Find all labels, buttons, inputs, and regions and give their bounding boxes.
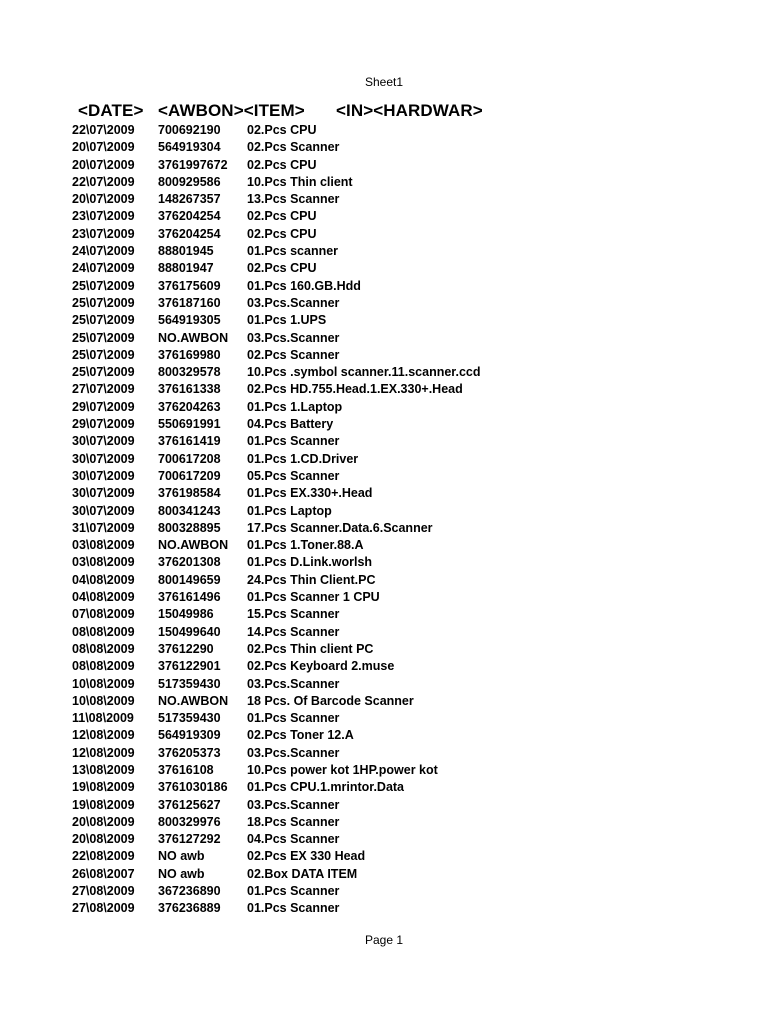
row-date: 11\08\2009 [72, 711, 134, 726]
row-item: 03.Pcs.Scanner [247, 330, 340, 345]
row-date: 30\07\2009 [72, 468, 135, 483]
row-date: 08\08\2009 [72, 641, 135, 656]
row-awb-number: 376161338 [158, 382, 221, 397]
row-item: 01.Pcs D.Link.worlsh [247, 555, 373, 570]
row-awb-number: 800329976 [158, 814, 221, 829]
table-row [0, 624, 768, 641]
row-item: 01.Pcs Scanner [247, 434, 340, 449]
table-row [0, 347, 768, 364]
row-item: 03.Pcs.Scanner [247, 295, 340, 310]
row-awb-number: 88801947 [158, 261, 214, 276]
row-awb-number: 376187160 [158, 295, 221, 310]
row-item: 01.Pcs Scanner 1 CPU [247, 590, 380, 605]
table-row [0, 139, 768, 156]
row-date: 13\08\2009 [72, 762, 135, 777]
row-awb-number: 376201308 [158, 555, 221, 570]
table-row [0, 191, 768, 208]
row-item: 02.Pcs Scanner [247, 347, 340, 362]
table-row [0, 416, 768, 433]
page-number: Page 1 [364, 933, 404, 947]
row-date: 10\08\2009 [72, 676, 135, 691]
row-item: 02.Pcs EX 330 Head [247, 849, 366, 864]
row-item: 02.Pcs Thin client PC [247, 641, 374, 656]
data-table [0, 122, 768, 918]
row-item: 01.Pcs EX.330+.Head [247, 486, 373, 501]
row-item: 01.Pcs 160.GB.Hdd [247, 278, 361, 293]
table-row [0, 174, 768, 191]
table-row [0, 330, 768, 347]
table-row [0, 433, 768, 450]
row-item: 01.Pcs 1.UPS [247, 313, 327, 328]
row-date: 25\07\2009 [72, 313, 135, 328]
row-item: 10.Pcs .symbol scanner.11.scanner.ccd [247, 365, 481, 380]
table-row [0, 710, 768, 727]
table-row [0, 676, 768, 693]
table-row [0, 762, 768, 779]
table-row [0, 157, 768, 174]
row-date: 19\08\2009 [72, 780, 135, 795]
table-row [0, 381, 768, 398]
table-row [0, 520, 768, 537]
row-awb-number: 3761030186 [158, 780, 228, 795]
row-awb-number: 148267357 [158, 192, 221, 207]
row-awb-number: 376204254 [158, 226, 221, 241]
row-date: 10\08\2009 [72, 693, 135, 708]
row-date: 30\07\2009 [72, 486, 135, 501]
column-header-row [78, 101, 483, 121]
row-awb-number: 564919305 [158, 313, 221, 328]
row-date: 20\07\2009 [72, 140, 135, 155]
row-item: 01.Pcs Laptop [247, 503, 332, 518]
table-row [0, 779, 768, 796]
row-awb-number: NO.AWBON [158, 693, 229, 708]
row-item: 02.Pcs CPU [247, 226, 317, 241]
table-row [0, 866, 768, 883]
row-item: 02.Pcs Keyboard 2.muse [247, 659, 395, 674]
row-date: 25\07\2009 [72, 295, 135, 310]
row-date: 24\07\2009 [72, 261, 135, 276]
row-date: 22\07\2009 [72, 123, 135, 137]
table-row [0, 260, 768, 277]
row-date: 20\07\2009 [72, 192, 135, 207]
row-awb-number: NO.AWBON [158, 538, 229, 553]
row-date: 25\07\2009 [72, 330, 135, 345]
row-awb-number: 3761997672 [158, 157, 228, 172]
row-date: 29\07\2009 [72, 399, 135, 414]
row-item: 05.Pcs Scanner [247, 468, 340, 483]
table-row [0, 572, 768, 589]
row-item: 01.Pcs Scanner [247, 884, 340, 899]
row-date: 04\08\2009 [72, 572, 135, 587]
table-row [0, 451, 768, 468]
row-item: 02.Pcs CPU [247, 261, 317, 276]
row-date: 20\08\2009 [72, 832, 135, 847]
row-awb-number: 376236889 [158, 901, 221, 916]
row-awb-number: 367236890 [158, 884, 221, 899]
row-awb-number: 376127292 [158, 832, 221, 847]
table-row [0, 658, 768, 675]
row-awb-number: 376125627 [158, 797, 221, 812]
row-awb-number: 700617208 [158, 451, 221, 466]
row-awb-number: 376161496 [158, 590, 221, 605]
row-date: 08\08\2009 [72, 659, 135, 674]
row-date: 24\07\2009 [72, 244, 135, 259]
row-item: 01.Pcs scanner [247, 244, 339, 259]
row-item: 24.Pcs Thin Client.PC [247, 572, 376, 587]
table-row [0, 503, 768, 520]
row-date: 31\07\2009 [72, 520, 135, 535]
row-date: 27\08\2009 [72, 884, 135, 899]
row-awb-number: 37616108 [158, 762, 214, 777]
row-awb-number: 517359430 [158, 676, 221, 691]
row-date: 03\08\2009 [72, 555, 135, 570]
table-row [0, 831, 768, 848]
row-item: 04.Pcs Battery [247, 417, 334, 432]
row-date: 25\07\2009 [72, 347, 135, 362]
row-item: 01.Pcs CPU.1.mrintor.Data [247, 780, 405, 795]
row-item: 02.Box DATA ITEM [247, 866, 358, 881]
row-date: 23\07\2009 [72, 209, 135, 224]
row-awb-number: 88801945 [158, 244, 214, 259]
row-awb-number: 15049986 [158, 607, 214, 622]
row-date: 12\08\2009 [72, 728, 135, 743]
row-item: 14.Pcs Scanner [247, 624, 340, 639]
table-row [0, 589, 768, 606]
table-row [0, 745, 768, 762]
row-item: 01.Pcs 1.Toner.88.A [247, 538, 364, 553]
table-row [0, 797, 768, 814]
row-date: 07\08\2009 [72, 607, 135, 622]
row-date: 30\07\2009 [72, 451, 135, 466]
row-awb-number: 376198584 [158, 486, 221, 501]
row-item: 01.Pcs 1.Laptop [247, 399, 343, 414]
row-date: 20\08\2009 [72, 814, 135, 829]
row-item: 02.Pcs CPU [247, 209, 317, 224]
row-awb-number: 564919304 [158, 140, 221, 155]
row-date: 27\08\2009 [72, 901, 135, 916]
row-awb-number: 517359430 [158, 711, 221, 726]
table-row [0, 485, 768, 502]
row-date: 23\07\2009 [72, 226, 135, 241]
row-awb-number: 150499640 [158, 624, 221, 639]
row-awb-number: NO.AWBON [158, 330, 229, 345]
table-row [0, 641, 768, 658]
table-row [0, 468, 768, 485]
row-item: 02.Pcs Scanner [247, 140, 340, 155]
row-awb-number: 700617209 [158, 468, 221, 483]
sheet-title: Sheet1 [364, 75, 404, 89]
row-date: 30\07\2009 [72, 434, 135, 449]
row-date: 25\07\2009 [72, 278, 135, 293]
row-date: 26\08\2007 [72, 866, 135, 881]
row-date: 20\07\2009 [72, 157, 135, 172]
table-row [0, 727, 768, 744]
row-item: 13.Pcs Scanner [247, 192, 340, 207]
row-date: 03\08\2009 [72, 538, 135, 553]
row-awb-number: 800149659 [158, 572, 221, 587]
table-row [0, 226, 768, 243]
row-awb-number: NO awb [158, 866, 205, 881]
table-row [0, 243, 768, 260]
row-item: 02.Pcs CPU [247, 157, 317, 172]
table-row [0, 278, 768, 295]
row-awb-number: 376204263 [158, 399, 221, 414]
table-row [0, 693, 768, 710]
row-date: 19\08\2009 [72, 797, 135, 812]
row-awb-number: 800341243 [158, 503, 221, 518]
header-in-hardwar: <IN><HARDWAR> [336, 101, 483, 120]
row-item: 02.Pcs CPU [247, 123, 317, 137]
table-row [0, 364, 768, 381]
row-item: 10.Pcs Thin client [247, 174, 353, 189]
row-date: 27\07\2009 [72, 382, 135, 397]
row-item: 03.Pcs.Scanner [247, 797, 340, 812]
row-item: 01.Pcs Scanner [247, 711, 340, 726]
row-item: 15.Pcs Scanner [247, 607, 340, 622]
row-awb-number: 550691991 [158, 417, 221, 432]
row-date: 22\08\2009 [72, 849, 135, 864]
row-date: 30\07\2009 [72, 503, 135, 518]
row-item: 03.Pcs.Scanner [247, 745, 340, 760]
table-row [0, 883, 768, 900]
row-item: 02.Pcs Toner 12.A [247, 728, 354, 743]
table-row [0, 848, 768, 865]
row-awb-number: 700692190 [158, 123, 221, 137]
header-date: <DATE> [78, 101, 144, 120]
row-awb-number: 37612290 [158, 641, 214, 656]
row-item: 01.Pcs 1.CD.Driver [247, 451, 359, 466]
row-item: 02.Pcs HD.755.Head.1.EX.330+.Head [247, 382, 463, 397]
row-item: 03.Pcs.Scanner [247, 676, 340, 691]
table-row [0, 295, 768, 312]
row-awb-number: 376161419 [158, 434, 221, 449]
row-item: 10.Pcs power kot 1HP.power kot [247, 762, 438, 777]
table-row [0, 399, 768, 416]
row-awb-number: 376169980 [158, 347, 221, 362]
table-row [0, 814, 768, 831]
row-date: 29\07\2009 [72, 417, 135, 432]
row-item: 18.Pcs Scanner [247, 814, 340, 829]
row-item: 04.Pcs Scanner [247, 832, 340, 847]
row-date: 12\08\2009 [72, 745, 135, 760]
table-row [0, 900, 768, 917]
row-awb-number: 800328895 [158, 520, 221, 535]
table-row [0, 122, 768, 139]
header-awbon-item: <AWBON><ITEM> [158, 101, 305, 120]
table-row [0, 606, 768, 623]
row-date: 08\08\2009 [72, 624, 135, 639]
row-date: 04\08\2009 [72, 590, 135, 605]
row-awb-number: 376205373 [158, 745, 221, 760]
row-awb-number: 800329578 [158, 365, 221, 380]
row-awb-number: 376204254 [158, 209, 221, 224]
row-awb-number: 376122901 [158, 659, 221, 674]
row-awb-number: NO awb [158, 849, 205, 864]
row-item: 18 Pcs. Of Barcode Scanner [247, 693, 414, 708]
row-item: 01.Pcs Scanner [247, 901, 340, 916]
table-row [0, 537, 768, 554]
row-date: 25\07\2009 [72, 365, 135, 380]
row-date: 22\07\2009 [72, 174, 135, 189]
table-row [0, 554, 768, 571]
row-awb-number: 564919309 [158, 728, 221, 743]
table-row [0, 312, 768, 329]
row-awb-number: 376175609 [158, 278, 221, 293]
table-row [0, 208, 768, 225]
row-item: 17.Pcs Scanner.Data.6.Scanner [247, 520, 433, 535]
row-awb-number: 800929586 [158, 174, 221, 189]
